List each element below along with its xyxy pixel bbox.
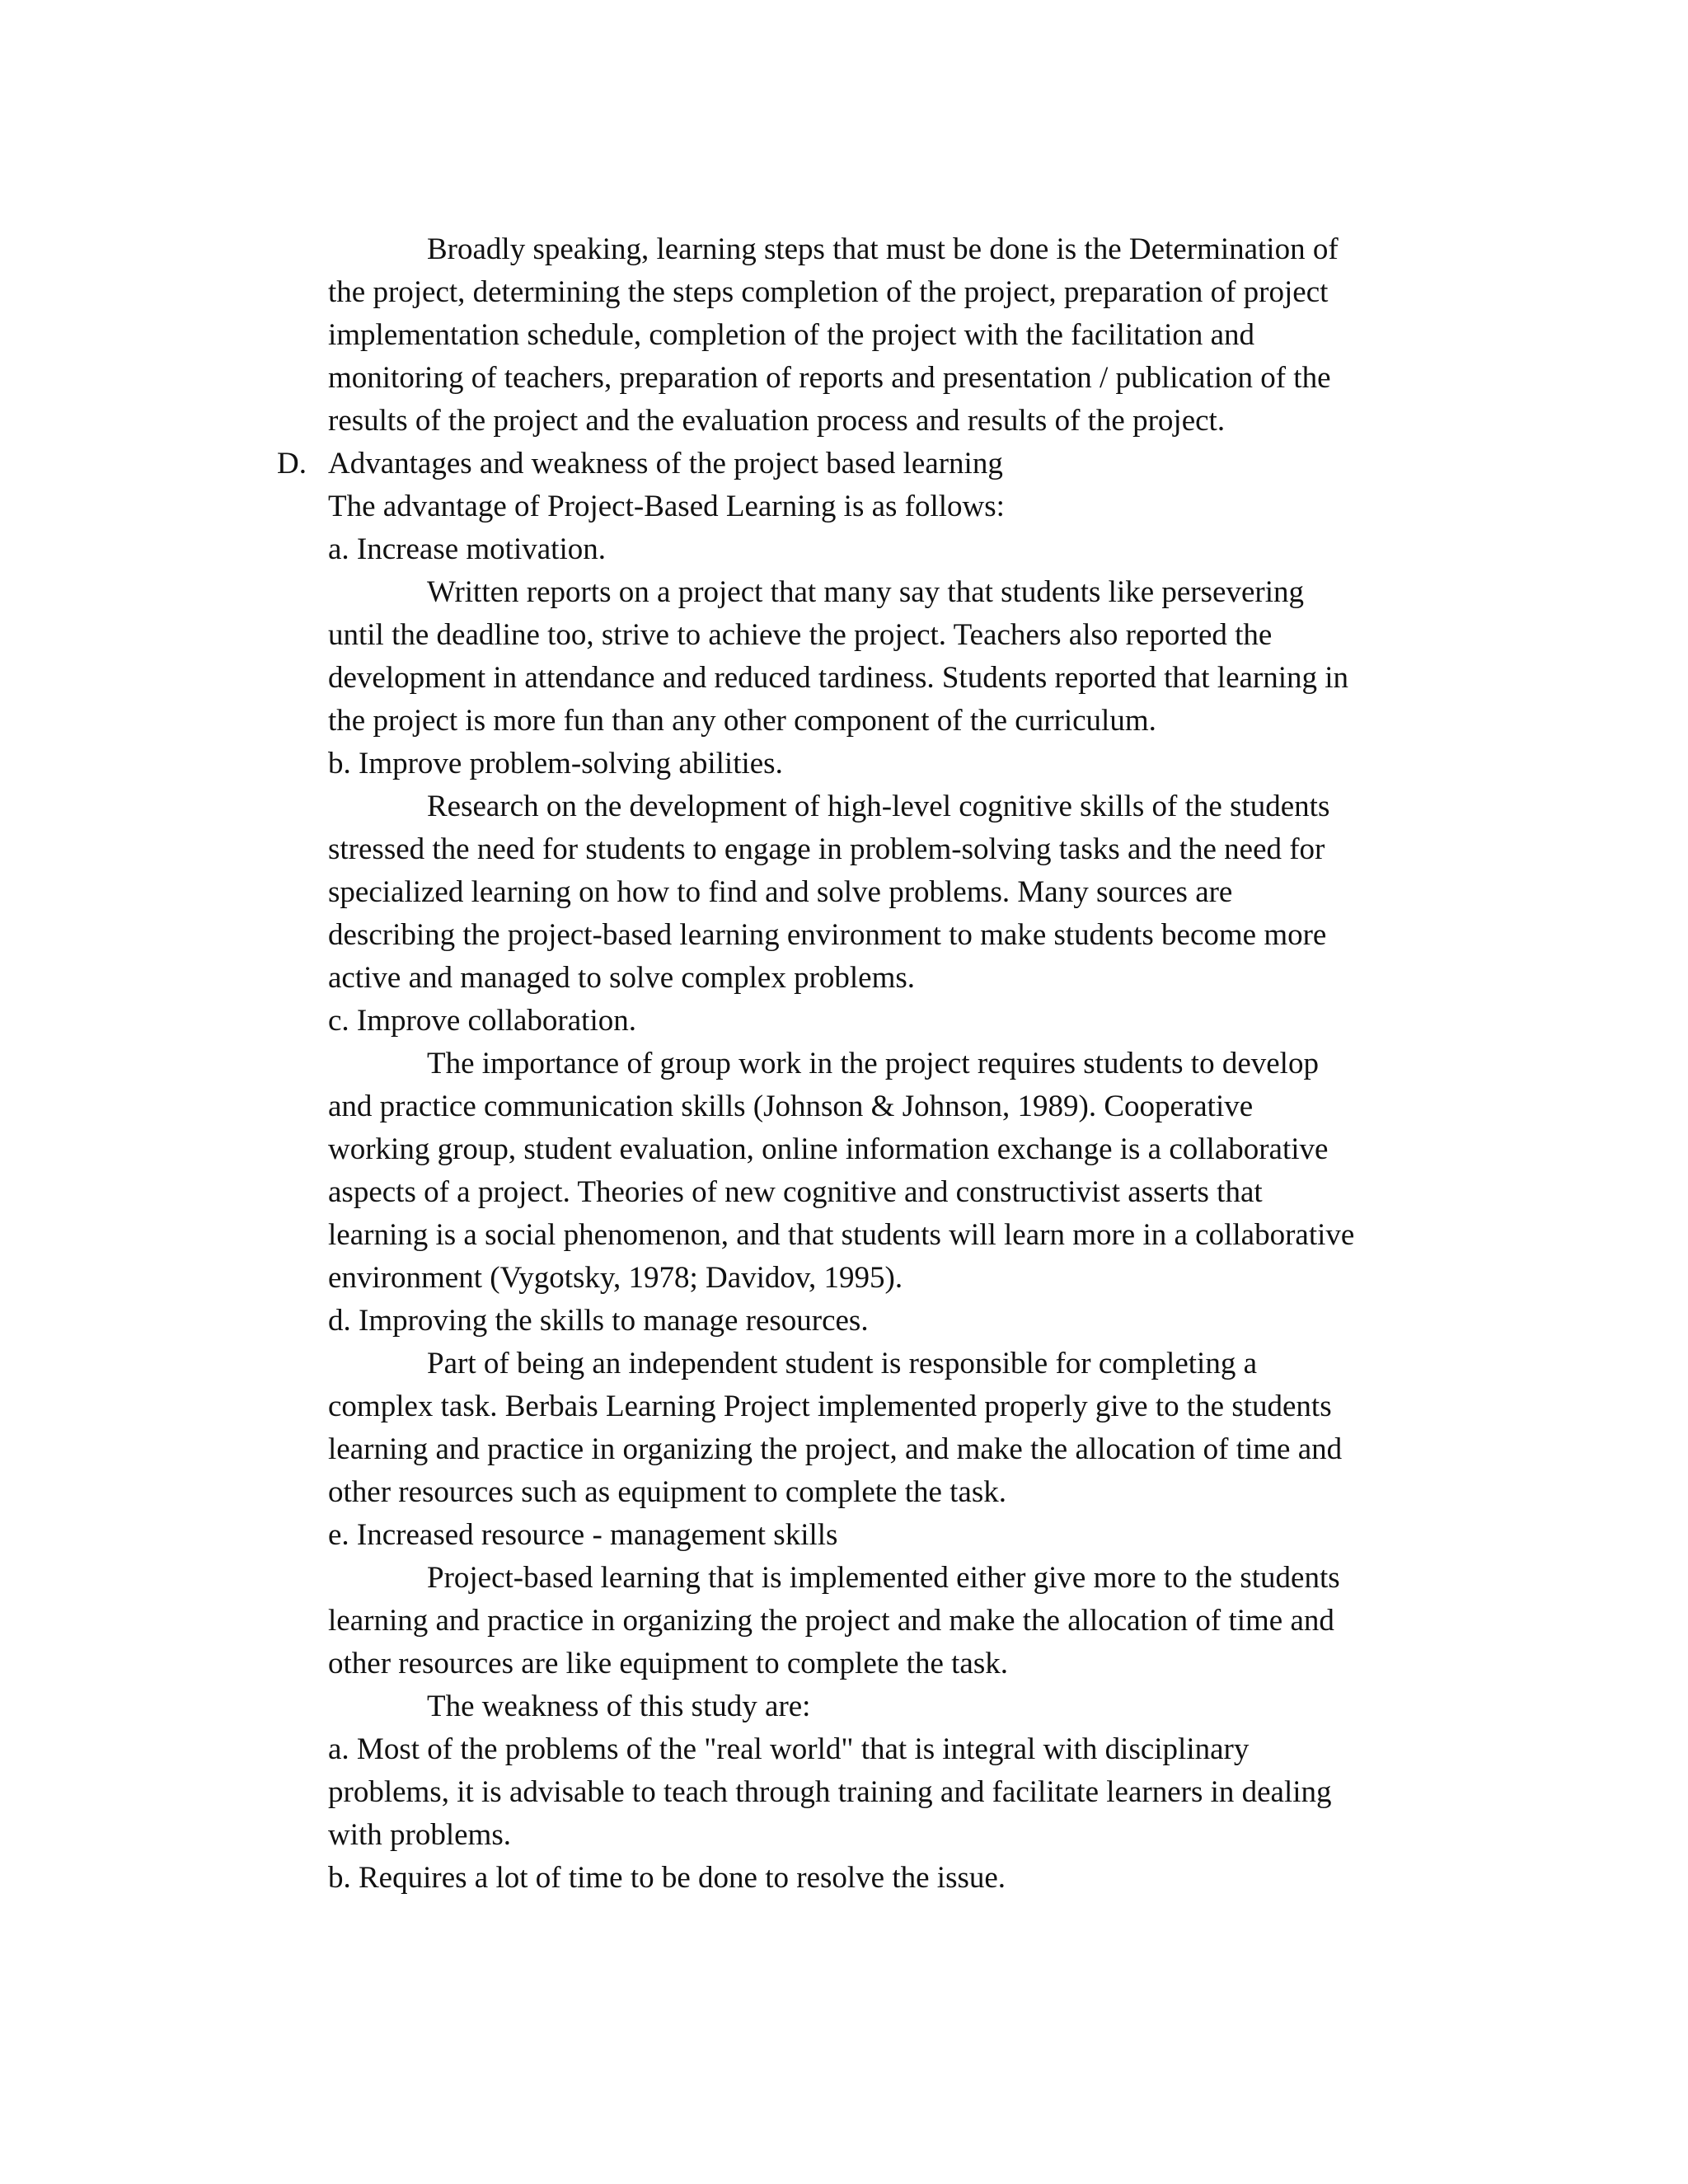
- text-line: results of the project and the evaluation process and results of the project.: [328, 404, 1226, 438]
- section-heading: Advantages and weakness of the project based learning: [328, 447, 1003, 480]
- text-line: the project, determining the steps completion of the project, preparation of project: [328, 275, 1329, 309]
- text-line: a. Most of the problems of the "real world" that is integral with disciplinary: [328, 1732, 1250, 1766]
- text-line: other resources are like equipment to complete the task.: [328, 1647, 1009, 1680]
- text-line: Research on the development of high-level cognitive skills of the students: [427, 790, 1330, 823]
- text-line: Part of being an independent student is responsible for completing a: [427, 1347, 1257, 1380]
- advantage-intro: The advantage of Project-Based Learning is as follows:: [328, 490, 1005, 523]
- text-line: b. Requires a lot of time to be done to resolve the issue.: [328, 1861, 1006, 1895]
- text-line: other resources such as equipment to complete the task.: [328, 1475, 1006, 1509]
- text-line: monitoring of teachers, preparation of reports and presentation / publication of the: [328, 361, 1331, 395]
- text-line: environment (Vygotsky, 1978; Davidov, 1995).: [328, 1261, 903, 1295]
- text-line: The importance of group work in the project requires students to develop: [427, 1047, 1319, 1080]
- text-line: the project is more fun than any other component of the curriculum.: [328, 704, 1156, 738]
- text-line: Written reports on a project that many say that students like persevering: [427, 575, 1305, 609]
- advantage-title: e. Increased resource - management skills: [328, 1518, 838, 1552]
- text-line: describing the project-based learning environment to make students become more: [328, 918, 1327, 952]
- text-line: development in attendance and reduced tardiness. Students reported that learning in: [328, 661, 1349, 695]
- text-line: active and managed to solve complex problems.: [328, 961, 916, 995]
- text-line: specialized learning on how to find and solve problems. Many sources are: [328, 875, 1233, 909]
- text-line: learning and practice in organizing the project and make the allocation of time and: [328, 1604, 1334, 1638]
- section-marker: D.: [277, 447, 307, 480]
- weakness-intro: The weakness of this study are:: [427, 1690, 811, 1723]
- text-line: stressed the need for students to engage in problem-solving tasks and the need for: [328, 832, 1325, 866]
- advantage-title: a. Increase motivation.: [328, 532, 606, 566]
- advantage-title: d. Improving the skills to manage resources.: [328, 1304, 869, 1338]
- text-line: problems, it is advisable to teach through training and facilitate learners in dealing: [328, 1775, 1332, 1809]
- text-line: and practice communication skills (Johnson & Johnson, 1989). Cooperative: [328, 1090, 1254, 1123]
- text-line: implementation schedule, completion of the project with the facilitation and: [328, 318, 1255, 352]
- text-line: aspects of a project. Theories of new cognitive and constructivist asserts that: [328, 1175, 1263, 1209]
- text-line: complex task. Berbais Learning Project implemented properly give to the students: [328, 1390, 1332, 1423]
- text-line: until the deadline too, strive to achieve the project. Teachers also reported the: [328, 618, 1273, 652]
- advantage-title: b. Improve problem-solving abilities.: [328, 747, 783, 780]
- text-line: Broadly speaking, learning steps that must be done is the Determination of: [427, 232, 1339, 266]
- advantage-title: c. Improve collaboration.: [328, 1004, 636, 1038]
- text-line: working group, student evaluation, online information exchange is a collaborative: [328, 1132, 1329, 1166]
- text-line: Project-based learning that is implemented either give more to the students: [427, 1561, 1340, 1595]
- text-line: with problems.: [328, 1818, 511, 1852]
- text-line: learning and practice in organizing the project, and make the allocation of time and: [328, 1432, 1343, 1466]
- text-line: learning is a social phenomenon, and that students will learn more in a collaborative: [328, 1218, 1355, 1252]
